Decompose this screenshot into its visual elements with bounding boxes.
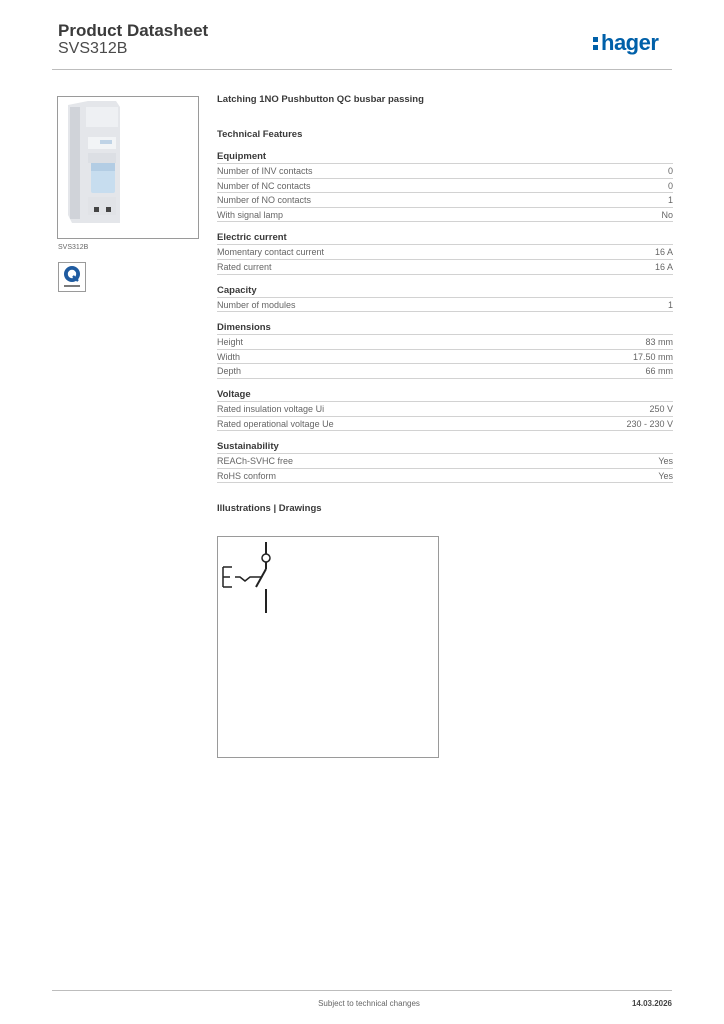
spec-value: 250 V — [649, 403, 673, 414]
product-description: Latching 1NO Pushbutton QC busbar passing — [217, 94, 424, 105]
spec-label: Number of NO contacts — [217, 195, 312, 206]
section-title: Sustainability — [217, 441, 279, 453]
hager-logo — [592, 30, 674, 56]
spec-label: RoHS conform — [217, 470, 277, 481]
spec-section-equipment — [217, 149, 673, 222]
spec-row — [217, 363, 673, 379]
spec-section-sustainability — [217, 439, 673, 483]
spec-value: No — [661, 209, 673, 220]
spec-value: 230 - 230 V — [626, 418, 673, 429]
footer-note: Subject to technical changes — [318, 999, 420, 1008]
header-divider — [52, 69, 672, 70]
footer-date: 14.03.2026 — [631, 999, 672, 1008]
spec-label: Rated operational voltage Ue — [217, 418, 334, 429]
spec-value: 1 — [667, 299, 673, 310]
spec-section-capacity — [217, 283, 673, 313]
image-caption: SVS312B — [58, 244, 89, 251]
spec-section-voltage — [217, 387, 673, 431]
circuit-symbol-drawing — [217, 536, 439, 758]
spec-content — [217, 94, 673, 515]
spec-value: Yes — [658, 456, 673, 467]
spec-label: Number of NC contacts — [217, 180, 311, 191]
quality-label-icon — [58, 262, 86, 292]
footer-divider — [52, 990, 672, 991]
spec-section-dimensions — [217, 320, 673, 379]
spec-row — [217, 416, 673, 432]
section-title: Capacity — [217, 284, 257, 296]
spec-row — [217, 207, 673, 223]
product-code: SVS312B — [58, 40, 128, 57]
spec-label: Number of modules — [217, 299, 296, 310]
spec-row — [217, 178, 673, 193]
section-title: Electric current — [217, 232, 287, 244]
spec-section-electric-current — [217, 230, 673, 274]
spec-row — [217, 468, 673, 484]
spec-label: Width — [217, 351, 241, 362]
technical-features-heading: Technical Features — [217, 129, 303, 140]
svg-text:hager: hager — [601, 30, 659, 55]
spec-row — [217, 297, 673, 313]
spec-row — [217, 401, 673, 416]
spec-label: Rated insulation voltage Ui — [217, 403, 325, 414]
spec-row — [217, 349, 673, 364]
section-title: Dimensions — [217, 322, 271, 334]
spec-label: Number of INV contacts — [217, 166, 313, 176]
spec-label: Depth — [217, 366, 242, 377]
spec-value: 16 A — [654, 247, 673, 258]
spec-row — [217, 334, 673, 349]
section-title: Equipment — [217, 151, 267, 162]
section-title: Voltage — [217, 388, 251, 400]
spec-row — [217, 163, 673, 178]
spec-value: 17.50 mm — [632, 351, 673, 362]
spec-row — [217, 244, 673, 259]
spec-value: 83 mm — [645, 337, 673, 348]
spec-label: Height — [217, 337, 244, 348]
illustrations-heading: Illustrations | Drawings — [217, 503, 322, 515]
page-title: Product Datasheet — [58, 21, 209, 40]
spec-value: 0 — [667, 180, 673, 191]
spec-value: Yes — [658, 470, 673, 481]
spec-label: Rated current — [217, 261, 272, 272]
spec-label: With signal lamp — [217, 209, 284, 220]
spec-row — [217, 453, 673, 468]
spec-value: 1 — [667, 195, 673, 206]
spec-value: 16 A — [654, 261, 673, 272]
spec-label: REACh-SVHC free — [217, 456, 294, 467]
spec-value: 66 mm — [645, 366, 673, 377]
spec-value: 0 — [667, 166, 673, 176]
product-photo — [57, 96, 199, 239]
spec-label: Momentary contact current — [217, 247, 325, 258]
spec-row — [217, 192, 673, 207]
spec-row — [217, 259, 673, 275]
